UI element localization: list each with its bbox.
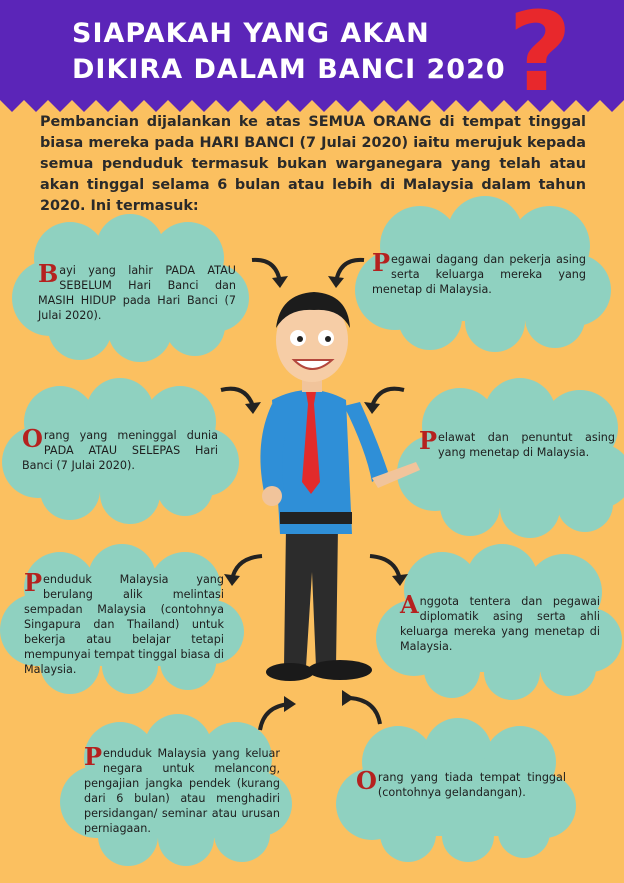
item-2-initial: P: [372, 248, 391, 277]
cloud-item-8: [330, 720, 580, 862]
item-3-initial: O: [22, 424, 43, 453]
cloud-item-4: [395, 378, 624, 538]
item-7-text: [84, 742, 280, 836]
item-8-initial: O: [356, 766, 377, 795]
left-hand: [262, 486, 282, 506]
item-6-body: nggota tentera dan pegawai diplomatik asing serta ahli keluarga mereka yang menetap di Malaysia.: [400, 595, 600, 653]
curved-arrow-icon: [320, 252, 370, 292]
item-3-body: rang yang meninggal dunia PADA ATAU SELEPAS Hari Banci (7 Julai 2020).: [22, 429, 218, 472]
right-shoe: [308, 660, 372, 680]
title-line-1: SIAPAKAH YANG AKAN: [72, 18, 430, 49]
curved-arrow-icon: [340, 690, 390, 730]
question-mark-icon: [500, 2, 580, 102]
item-6-text: [400, 590, 600, 654]
cloud-item-5: [0, 548, 245, 694]
item-4-body: elawat dan penuntut asing yang menetap di Malaysia.: [438, 431, 615, 459]
item-5-text: [24, 568, 224, 677]
trousers: [284, 527, 338, 667]
item-2-body: egawai dagang dan pekerja asing serta keluarga mereka yang menetap di Malaysia.: [372, 253, 586, 296]
page-title: [72, 16, 506, 88]
item-1-body: ayi yang lahir PADA ATAU SEBELUM Hari Banci dan MASIH HIDUP pada Hari Banci (7 Julai 2020).: [38, 264, 236, 322]
item-1-text: [38, 259, 236, 323]
item-4-text: [419, 426, 615, 460]
belt: [280, 512, 352, 524]
item-8-body: rang yang tiada tempat tinggal (contohnya gelandangan).: [377, 771, 566, 799]
curved-arrow-icon: [246, 252, 296, 292]
item-4-initial: P: [419, 426, 438, 455]
intro-paragraph: Pembancian dijalankan ke atas SEMUA ORANG di tempat tinggal biasa mereka pada HARI BANCI (7 Julai 2020) iaitu merujuk kepada semua penduduk termasuk bukan warganegara yang telah atau akan tinggal selama 6 bulan atau lebih di Malaysia dalam tahun 2020. Ini termasuk:: [40, 114, 586, 214]
cloud-item-7: [60, 716, 292, 866]
curved-arrow-icon: [215, 380, 265, 420]
item-5-body: enduduk Malaysia yang berulang alik melintasi sempadan Malaysia (contohnya Singapura dan Thailand) untuk bekerja atau belajar tetapi mempunyai tempat tinggal biasa di Malaysia.: [24, 573, 224, 676]
item-6-initial: A: [400, 590, 419, 619]
item-5-initial: P: [24, 568, 43, 597]
title-line-2: DIKIRA DALAM BANCI 2020: [72, 54, 506, 85]
businessman-illustration: [228, 272, 428, 692]
cloud-item-3: [0, 380, 240, 520]
curved-arrow-icon: [360, 380, 410, 420]
item-7-body: enduduk Malaysia yang keluar negara untuk melancong, pengajian jangka pendek (kurang dari 6 bulan) atau menghadiri persidangan/ seminar atau urusan perniagaan.: [84, 747, 280, 835]
cloud-item-1: [10, 218, 250, 358]
item-8-text: [356, 766, 566, 800]
curved-arrow-icon: [222, 548, 272, 588]
left-shoe: [266, 663, 314, 681]
item-3-text: [22, 424, 218, 473]
curved-arrow-icon: [250, 696, 300, 736]
curved-arrow-icon: [360, 548, 410, 588]
question-mark-glyph: ?: [508, 2, 572, 102]
item-1-initial: B: [38, 259, 59, 288]
item-7-initial: P: [84, 742, 103, 771]
